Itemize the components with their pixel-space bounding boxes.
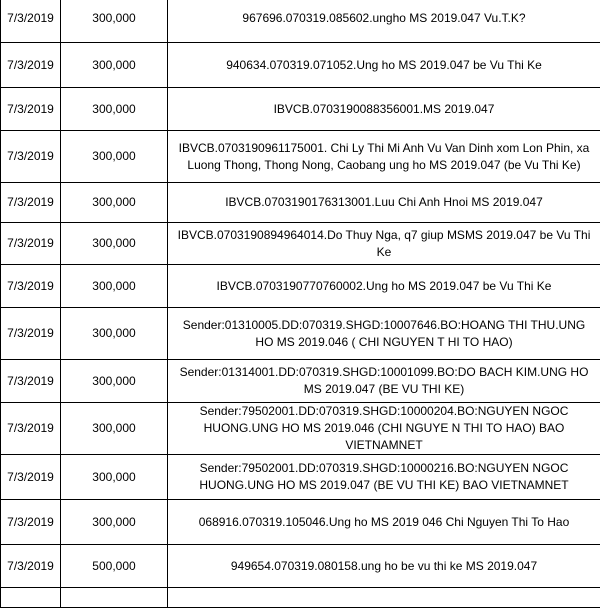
description-cell: IBVCB.0703190176313001.Luu Chi Anh Hnoi MS 2019.047 (168, 183, 600, 223)
description-cell: IBVCB.0703190770760002.Ung ho MS 2019.047 be Vu Thi Ke (168, 265, 600, 308)
date-cell: 7/3/2019 (1, 265, 61, 308)
description-cell: Sender:01310005.DD:070319.SHGD:10007646.BO:HOANG THI THU.UNG HO MS 2019.046 ( CHI NGUYEN T HI TO HAO) (168, 308, 600, 360)
amount-cell: 300,000 (61, 455, 168, 500)
table-row (1, 308, 600, 360)
description-cell (168, 588, 600, 608)
date-cell: 7/3/2019 (1, 223, 61, 265)
date-cell: 7/3/2019 (1, 545, 61, 588)
description-cell: 068916.070319.105046.Ung ho MS 2019 046 Chi Nguyen Thi To Hao (168, 500, 600, 545)
table-row (1, 183, 600, 223)
table-row (1, 0, 600, 43)
date-cell: 7/3/2019 (1, 183, 61, 223)
date-cell: 7/3/2019 (1, 500, 61, 545)
table-row (1, 265, 600, 308)
date-cell: 7/3/2019 (1, 308, 61, 360)
amount-cell: 300,000 (61, 265, 168, 308)
date-cell: 7/3/2019 (1, 131, 61, 183)
description-cell: Sender:01314001.DD:070319.SHGD:10001099.BO:DO BACH KIM.UNG HO MS 2019.047 (BE VU THI KE) (168, 360, 600, 403)
table-row (1, 403, 600, 455)
amount-cell: 300,000 (61, 183, 168, 223)
description-cell: 967696.070319.085602.ungho MS 2019.047 Vu.T.K? (168, 0, 600, 43)
amount-cell: 300,000 (61, 360, 168, 403)
table-row (1, 88, 600, 131)
table-row (1, 500, 600, 545)
table-row (1, 360, 600, 403)
date-cell: 7/3/2019 (1, 0, 61, 43)
description-cell: IBVCB.0703190894964014.Do Thuy Nga, q7 giup MSMS 2019.047 be Vu Thi Ke (168, 223, 600, 265)
amount-cell: 300,000 (61, 43, 168, 88)
description-cell: IBVCB.0703190961175001. Chi Ly Thi Mi Anh Vu Van Dinh xom Lon Phin, xa Luong Thong, Thong Nong, Caobang ung ho MS 2019.047 (be Vu Thi Ke) (168, 131, 600, 183)
date-cell: 7/3/2019 (1, 43, 61, 88)
date-cell: 7/3/2019 (1, 360, 61, 403)
amount-cell (61, 588, 168, 608)
date-cell (1, 588, 61, 608)
transactions-body (1, 0, 600, 608)
amount-cell: 500,000 (61, 545, 168, 588)
amount-cell: 300,000 (61, 308, 168, 360)
table-row (1, 131, 600, 183)
description-cell: 940634.070319.071052.Ung ho MS 2019.047 be Vu Thi Ke (168, 43, 600, 88)
amount-cell: 300,000 (61, 88, 168, 131)
description-cell: Sender:79502001.DD:070319.SHGD:10000216.BO:NGUYEN NGOC HUONG.UNG HO MS 2019.047 (BE VU THI KE) BAO VIETNAMNET (168, 455, 600, 500)
date-cell: 7/3/2019 (1, 403, 61, 455)
table-row (1, 588, 600, 608)
table-row (1, 43, 600, 88)
date-cell: 7/3/2019 (1, 88, 61, 131)
amount-cell: 300,000 (61, 131, 168, 183)
amount-cell: 300,000 (61, 500, 168, 545)
table-row (1, 545, 600, 588)
amount-cell: 300,000 (61, 223, 168, 265)
description-cell: IBVCB.0703190088356001.MS 2019.047 (168, 88, 600, 131)
description-cell: Sender:79502001.DD:070319.SHGD:10000204.BO:NGUYEN NGOC HUONG.UNG HO MS 2019.046 (CHI NGUYE N THI TO HAO) BAO VIETNAMNET (168, 403, 600, 455)
table-row (1, 455, 600, 500)
amount-cell: 300,000 (61, 0, 168, 43)
amount-cell: 300,000 (61, 403, 168, 455)
table-row (1, 223, 600, 265)
description-cell: 949654.070319.080158.ung ho be vu thi ke MS 2019.047 (168, 545, 600, 588)
date-cell: 7/3/2019 (1, 455, 61, 500)
